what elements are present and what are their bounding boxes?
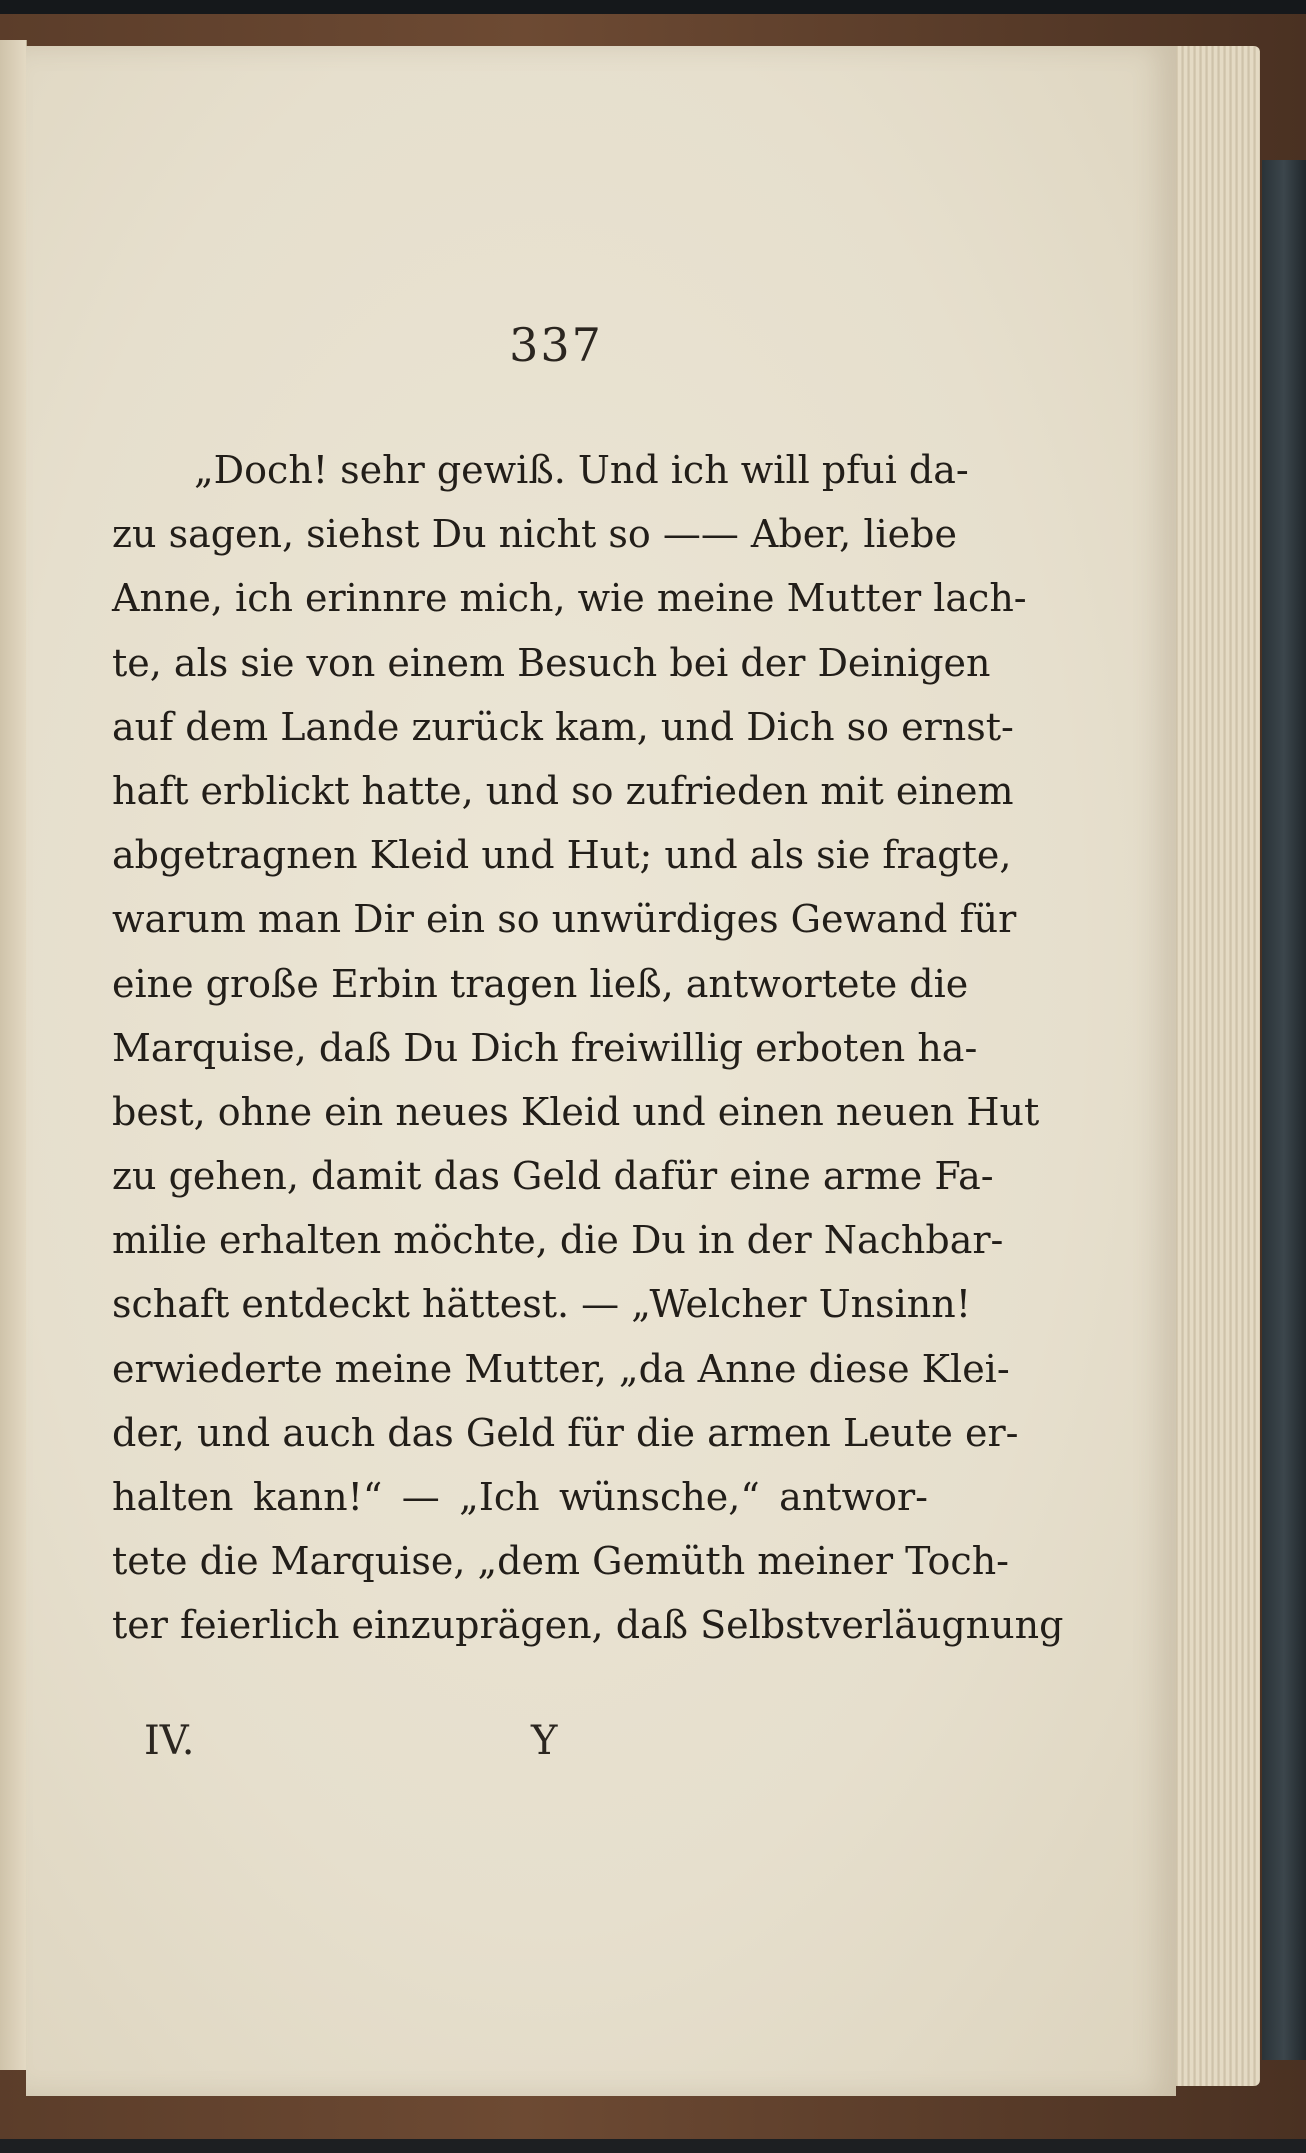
text-line: zu gehen, damit das Geld dafür eine arme Fa- (112, 1154, 994, 1199)
text-line: best, ohne ein neues Kleid und einen neuen Hut (112, 1089, 1040, 1134)
text-line: erwiederte meine Mutter, „da Anne diese Klei- (112, 1346, 1010, 1391)
text-line: Anne, ich erinnre mich, wie meine Mutter lach- (112, 576, 1027, 621)
signature-mark: Y (531, 1718, 558, 1764)
book-spine (1262, 160, 1306, 2060)
text-line: te, als sie von einem Besuch bei der Deinigen (112, 640, 991, 685)
book-page (26, 46, 1176, 2096)
text-line: tete die Marquise, „dem Gemüth meiner Toch- (112, 1539, 1010, 1584)
body-text (112, 438, 1064, 1658)
volume-mark: IV. (144, 1718, 195, 1764)
text-line: „Doch! sehr gewiß. Und ich will pfui da- (194, 448, 969, 492)
page-footer (26, 1718, 1176, 1778)
text-line: milie erhalten möchte, die Du in der Nachbar- (112, 1218, 1004, 1263)
facing-page-edge (0, 40, 27, 2070)
text-line: auf dem Lande zurück kam, und Dich so ernst- (112, 704, 1014, 749)
text-line: Marquise, daß Du Dich freiwillig erboten ha- (112, 1025, 978, 1070)
text-line: schaft entdeckt hättest. — „Welcher Unsinn! (112, 1282, 971, 1327)
text-line: haft erblickt hatte, und so zufrieden mit einem (112, 768, 1014, 813)
text-line: eine große Erbin tragen ließ, antwortete die (112, 961, 969, 1006)
page-number: 337 (509, 318, 603, 372)
text-line: ter feierlich einzuprägen, daß Selbstverläugnung (112, 1603, 1064, 1648)
text-line: warum man Dir ein so unwürdiges Gewand für (112, 897, 1017, 942)
text-line: zu sagen, siehst Du nicht so —— Aber, liebe (112, 512, 957, 557)
text-line: halten kann!“ — „Ich wünsche,“ antwor- (112, 1475, 928, 1519)
text-line: abgetragnen Kleid und Hut; und als sie fragte, (112, 833, 1012, 878)
text-line: der, und auch das Geld für die armen Leute er- (112, 1410, 1019, 1455)
